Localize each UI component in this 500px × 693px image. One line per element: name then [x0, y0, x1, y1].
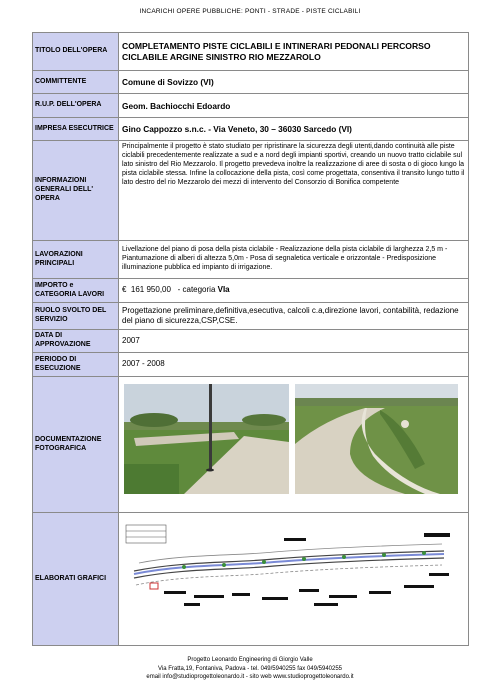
label-titolo: TITOLO DELL'OPERA	[33, 33, 119, 70]
importo-category: VIa	[217, 285, 230, 295]
label-lavorazioni: LAVORAZIONI PRINCIPALI	[33, 241, 119, 278]
label-data: DATA DI APPROVAZIONE	[33, 330, 119, 352]
row-importo	[33, 279, 468, 303]
row-periodo	[33, 353, 468, 377]
row-lavorazioni	[33, 241, 468, 279]
label-rup: R.U.P. DELL'OPERA	[33, 94, 119, 117]
value-info: Principalmente il progetto è stato studiato per ripristinare la sicurezza degli utenti,dando continuità alle piste ciclabili precedentemente realizzate a sud e a nord degli impianti sportivi, creando un nuovo tratto ciclabile sul lato sinistro del Rio Mezzarolo. Il progetto prevedeva inoltre la realizzazione di aree di sosta o di gioco lungo la pista ciclabile stessa. Infine la collocazione della pista, così come progettata, consentiva il transito lungo tutto il lato destro del rio Mezzarolo dei mezzi di intervento del Consorzio di Bonifica competente	[122, 143, 465, 186]
footer-company: Progetto Leonardo Engineering di Giorgio Valle	[187, 657, 313, 663]
value-rup: Geom. Bachiocchi Edoardo	[122, 100, 231, 111]
value-data: 2007	[122, 335, 140, 345]
row-impresa	[33, 118, 468, 141]
label-elaborati: ELABORATI GRAFICI	[33, 513, 119, 645]
row-committente	[33, 71, 468, 94]
value-lavorazioni: Livellazione del piano di posa della pista ciclabile - Realizzazione della pista ciclabile di larghezza 2,5 m - Piantumazione di alberi di altezza 5,0m - Posa di segnaletica verticale e orizzontale - Predisposizione illuminazione pubblica ed impianto di irrigazione.	[122, 246, 448, 271]
photo-cycle-path-park	[124, 384, 289, 494]
label-impresa: IMPRESA ESECUTRICE	[33, 118, 119, 140]
row-titolo	[33, 33, 468, 71]
row-data	[33, 330, 468, 353]
row-rup	[33, 94, 468, 118]
row-info	[33, 141, 468, 241]
importo-amount: € 161 950,00 - categoria	[122, 285, 218, 295]
project-sheet	[32, 32, 469, 646]
label-committente: COMMITTENTE	[33, 71, 119, 93]
footer-contacts: email info@studioprogettoleonardo.it - sito web www.studioprogettoleonardo.it	[146, 674, 354, 681]
photo-cycle-path-curve	[295, 384, 458, 494]
technical-drawing-plan	[124, 523, 459, 616]
label-info: INFORMAZIONI GENERALI DELL' OPERA	[33, 141, 119, 240]
page-footer	[0, 656, 500, 682]
label-ruolo: RUOLO SVOLTO DEL SERVIZIO	[33, 303, 119, 329]
label-importo: IMPORTO e CATEGORIA LAVORI	[33, 279, 119, 302]
value-importo	[119, 279, 468, 302]
value-titolo: COMPLETAMENTO PISTE CICLABILI E INTINERARI PEDONALI PERCORSO CICLABILE ARGINE SINISTRO RIO MEZZAROLO	[122, 40, 431, 62]
row-ruolo	[33, 303, 468, 330]
page-header: INCARICHI OPERE PUBBLICHE: PONTI - STRADE - PISTE CICLABILI	[139, 8, 361, 15]
footer-address: Via Fratta,19, Fontaniva, Padova - tel. 049/5940255 fax 049/5940255	[157, 665, 343, 672]
value-ruolo: Progettazione preliminare,definitiva,esecutiva, calcoli c.a,direzione lavori, contabilità, redazione del piano di sicurezza,CSP,CSE.	[122, 305, 459, 325]
label-documentazione: DOCUMENTAZIONE FOTOGRAFICA	[33, 377, 119, 512]
value-impresa: Gino Cappozzo s.n.c. - Via Veneto, 30 – 36030 Sarcedo (VI)	[122, 124, 352, 134]
label-periodo: PERIODO DI ESECUZIONE	[33, 353, 119, 376]
value-committente: Comune di Sovizzo (VI)	[122, 77, 214, 87]
value-periodo: 2007 - 2008	[122, 359, 165, 369]
